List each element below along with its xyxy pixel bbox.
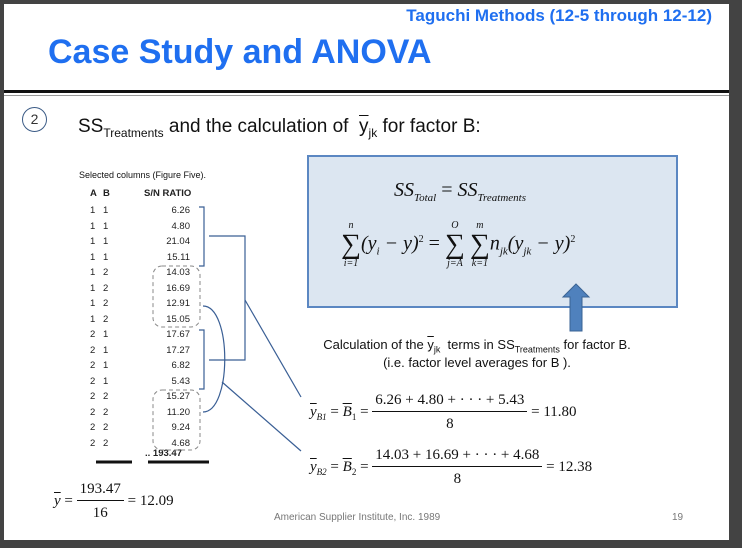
mean-numerator: 193.47 [77,481,124,501]
cell-b: 1 [103,329,109,340]
calc-note-line1 [302,337,652,355]
note-ybar: $\overline{y}$ [427,337,434,352]
cell-b: 1 [103,236,109,247]
cell-b: 2 [103,298,109,309]
sigma-1: ∑ [341,229,361,260]
calc-note [302,337,652,370]
ss-total: SS [394,179,414,201]
cell-sn-ratio: 15.05 [166,313,190,325]
cell-a: 2 [90,437,96,449]
term-njk: n [489,232,500,255]
b1-numerator: 6.26 + 4.80 + · · · + 5.43 [372,392,527,412]
sum-of-squares-equation [341,221,575,269]
bracket-b1-group2 [199,330,204,389]
term-yjk-sub: jk [523,245,532,258]
b1-fraction [372,392,527,433]
cell-sn-ratio: 11.20 [166,406,190,418]
cell-b: 2 [103,437,109,449]
equals: = [441,179,453,201]
cell-b: 2 [103,267,109,278]
cell-a: 2 [90,422,96,433]
term-yjk: (y [507,232,524,255]
ss-treatments: SS [457,179,478,201]
b1-average-equation: $\overline{y}_{B1} = \overline{B}_1$ = $\frac{6.26 + 4.80 + \cdot \cdot \cdot + 5.43}{8}$ = 11.80 [310,392,577,432]
cell-b: 1 [103,360,109,371]
term-yi-sub: i [376,245,380,258]
term-ybar-2: − y) [531,232,571,255]
dashed-box-b2-group2 [153,390,200,450]
cell-a: 1 [90,236,96,247]
b1-pointer-line [245,300,301,397]
cell-sn-ratio: 5.43 [171,375,190,387]
sigma-2: ∑ [444,229,465,260]
cell-sn-ratio: 14.03 [166,267,190,278]
cell-a: 2 [90,391,96,402]
cell-b: 2 [103,391,109,402]
col-header-a: A [90,188,97,199]
heading-y-sub: jk [368,125,378,140]
ss-identity [394,179,526,204]
b2-result: = 12.38 [546,458,593,475]
dashed-box-b2-group1 [153,266,200,327]
cell-b: 1 [103,344,109,356]
sigma-3: ∑ [469,229,490,260]
slide [4,4,729,540]
mean-denominator: 16 [92,505,108,521]
cell-sn-ratio: 6.26 [171,205,190,216]
grand-mean-equation: $\overline{y}$ = $\frac{193.47}{16}$ = 12.09 [54,481,174,521]
b2-pointer-line [222,382,301,451]
cell-b: 1 [103,220,109,232]
cell-sn-ratio: 17.67 [166,329,190,340]
footer-source: American Supplier Institute, Inc. 1989 [274,512,441,523]
cell-a: 1 [90,205,96,216]
b1-result: = 11.80 [531,403,577,420]
cell-b: 2 [103,406,109,418]
up-arrow-icon [561,283,591,333]
cell-b: 1 [103,375,109,387]
sum3-lower: k=1 [471,258,488,269]
cell-sn-ratio: 21.04 [166,236,190,247]
cell-a: 2 [90,329,96,340]
equals-2: = [428,232,440,255]
slide-title: Case Study and ANOVA [48,33,432,71]
b2-average-equation: $\overline{y}_{B2} = \overline{B}_2$ = $\frac{14.03 + 16.69 + \cdot \cdot \cdot + 4.68}{8}$ = 12.38 [310,447,593,487]
cell-sn-ratio: 15.27 [166,391,190,402]
heading-ss: SS [78,116,104,137]
cell-a: 1 [90,251,96,263]
cell-a: 2 [90,375,96,387]
note-y-sub: jk [433,344,441,355]
cell-a: 2 [90,360,96,371]
sum1-lower: i=1 [343,258,359,269]
table-caption: Selected columns (Figure Five). [79,170,207,180]
cell-a: 1 [90,313,96,325]
b1-mid-sub: 1 [351,411,357,422]
cell-sn-ratio: 9.24 [171,422,190,433]
col-header-sn: S/N RATIO [144,188,192,199]
sum2-upper: O [451,220,459,231]
b2-denominator: 8 [453,471,462,487]
cell-a: 1 [90,282,96,294]
table-total: .. 193.47 [145,448,182,459]
heading-ybar: $\overline{y}$ [359,116,369,137]
term-njk-sub: jk [499,245,508,258]
b1-connector [209,236,245,360]
heading-mid: and the calculation of [163,116,354,137]
cell-a: 2 [90,406,96,418]
anova-formula-box [307,155,678,308]
cell-b: 1 [103,205,109,216]
cell-sn-ratio: 6.82 [171,360,190,371]
sum1-upper: n [348,220,354,231]
b2-connector-curve [203,306,225,412]
b2-numerator: 14.03 + 16.69 + · · · + 4.68 [372,447,542,467]
heading-end: for factor B: [377,116,481,137]
b1-mid: $\overline{B}$ [342,403,352,420]
mean-result: = 12.09 [127,492,174,509]
ss-treatments-sub: Treatments [477,192,527,204]
cell-sn-ratio: 16.69 [166,282,190,294]
cell-sn-ratio: 17.27 [166,344,190,356]
heading-ss-sub: Treatments [103,125,164,140]
bracket-b1-group1 [199,207,204,266]
b2-mid: $\overline{B}$ [342,458,352,475]
term-yi: (y [360,232,377,255]
cell-sn-ratio: 4.68 [171,437,190,449]
square-1: 2 [418,233,424,245]
cell-b: 2 [103,282,109,294]
sum2-lower: j=A [447,258,463,269]
mean-lhs: $\overline{y}$ [54,492,61,509]
cell-sn-ratio: 15.11 [166,251,190,263]
cell-a: 2 [90,344,96,356]
ss-total-sub: Total [414,192,437,204]
cell-b: 2 [103,422,109,433]
course-title: Taguchi Methods (12-5 through 12-12) [406,6,712,25]
cell-b: 1 [103,251,109,263]
col-header-b: B [103,188,110,199]
calc-note-line2: (i.e. factor level averages for B ). [383,354,571,370]
cell-a: 1 [90,267,96,278]
square-2: 2 [570,233,576,245]
cell-b: 2 [103,313,109,325]
term-ybar: − y) [379,232,419,255]
b1-lhs-sub: B1 [316,411,327,422]
b1-denominator: 8 [446,416,454,432]
b2-lhs-sub: B2 [316,466,327,477]
b2-mid-sub: 2 [351,466,357,477]
note-a: Calculation of the [323,337,428,352]
note-sub: Treatments [514,344,560,355]
b1-lhs: $\overline{y}$ [310,403,317,420]
note-b: terms in SS [440,337,515,352]
b2-fraction [372,447,542,488]
page-number: 19 [672,512,684,523]
step-number-badge: 2 [22,107,47,132]
cell-sn-ratio: 12.91 [166,298,190,309]
cell-a: 1 [90,298,96,309]
b2-lhs: $\overline{y}$ [310,458,317,475]
cell-a: 1 [90,220,96,232]
note-c: for factor B. [559,337,631,352]
sum3-upper: m [476,220,484,231]
cell-sn-ratio: 4.80 [171,220,190,232]
